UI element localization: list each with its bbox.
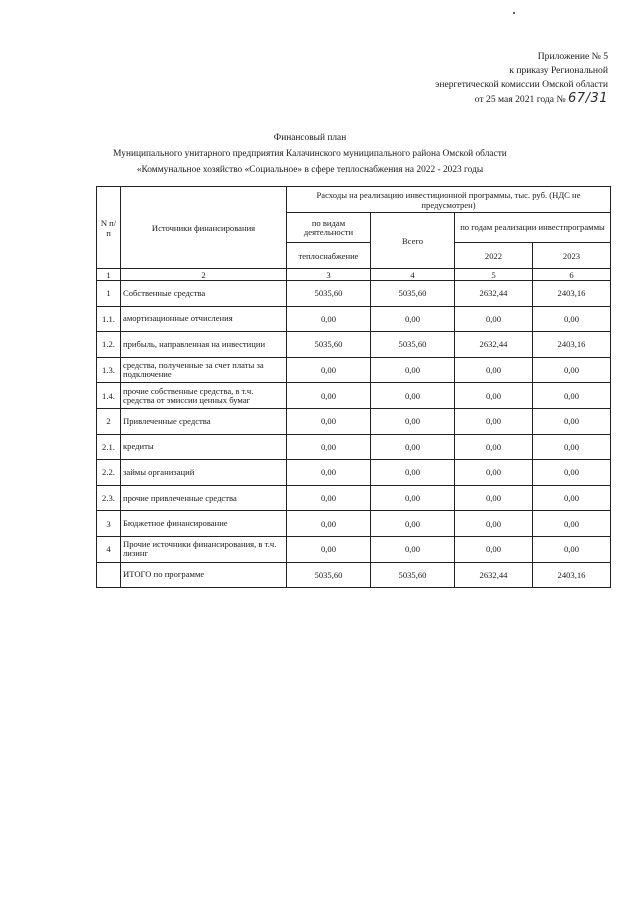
- row-heat-supply: 5035,60: [287, 562, 371, 588]
- table-row: [97, 536, 611, 562]
- header-total: Всего: [371, 213, 455, 269]
- row-year-2022: 0,00: [455, 357, 533, 383]
- row-heat-supply: 5035,60: [287, 332, 371, 358]
- row-total: 0,00: [371, 434, 455, 460]
- row-year-2022: 0,00: [455, 536, 533, 562]
- row-number: 2.2.: [97, 460, 121, 486]
- row-source: средства, полученные за счет платы за подключение: [121, 357, 287, 383]
- title-line-1: Финансовый план: [273, 133, 347, 143]
- row-number: 2.1.: [97, 434, 121, 460]
- index-cell: 2: [121, 269, 287, 281]
- table-row: [97, 485, 611, 511]
- row-number: [97, 562, 121, 588]
- row-year-2023: 0,00: [533, 434, 611, 460]
- row-source: прочие привлеченные средства: [121, 485, 287, 511]
- row-year-2023: 2403,16: [533, 562, 611, 588]
- table-row: [97, 281, 611, 307]
- row-total: 0,00: [371, 408, 455, 434]
- row-heat-supply: 0,00: [287, 408, 371, 434]
- order-reference-line1: к приказу Региональной: [509, 65, 608, 76]
- table-row: [97, 511, 611, 537]
- row-source: Привлеченные средства: [121, 408, 287, 434]
- row-source: ИТОГО по программе: [121, 562, 287, 588]
- index-cell: 5: [455, 269, 533, 281]
- row-total: 5035,60: [371, 562, 455, 588]
- row-heat-supply: 0,00: [287, 536, 371, 562]
- order-date-line: [308, 92, 608, 107]
- header-source: Источники финансирования: [121, 187, 287, 269]
- row-year-2023: 2403,16: [533, 332, 611, 358]
- row-number: 1: [97, 281, 121, 307]
- row-number: 4: [97, 536, 121, 562]
- row-heat-supply: 0,00: [287, 357, 371, 383]
- table-row: [97, 408, 611, 434]
- column-index-row: [97, 269, 611, 281]
- table-row: [97, 332, 611, 358]
- row-total: 0,00: [371, 485, 455, 511]
- header-num: N п/п: [97, 187, 121, 269]
- table-row: [97, 460, 611, 486]
- row-heat-supply: 0,00: [287, 460, 371, 486]
- header-by-years: по годам реализации инвестпрограммы: [455, 213, 611, 243]
- table-row: [97, 383, 611, 409]
- row-year-2023: 0,00: [533, 511, 611, 537]
- row-year-2023: 0,00: [533, 408, 611, 434]
- row-total: 5035,60: [371, 281, 455, 307]
- row-year-2022: 0,00: [455, 383, 533, 409]
- row-year-2022: 0,00: [455, 485, 533, 511]
- stray-dot: [513, 12, 515, 14]
- title-line-2: Муниципального унитарного предприятия Калачинского муниципального района Омской области: [113, 149, 507, 159]
- table-row: [97, 562, 611, 588]
- header-expenses: Расходы на реализацию инвестиционной программы, тыс. руб. (НДС не предусмотрен): [287, 187, 611, 213]
- index-cell: 6: [533, 269, 611, 281]
- row-source: Собственные средства: [121, 281, 287, 307]
- row-total: 0,00: [371, 460, 455, 486]
- table-row: [97, 306, 611, 332]
- header-by-activity: по видам деятельности: [287, 213, 371, 243]
- document-title: [90, 130, 530, 178]
- table-row: [97, 357, 611, 383]
- row-year-2022: 0,00: [455, 408, 533, 434]
- row-source: кредиты: [121, 434, 287, 460]
- row-year-2023: 2403,16: [533, 281, 611, 307]
- row-heat-supply: 0,00: [287, 511, 371, 537]
- row-year-2023: 0,00: [533, 383, 611, 409]
- row-heat-supply: 0,00: [287, 434, 371, 460]
- row-source: амортизационные отчисления: [121, 306, 287, 332]
- row-total: 5035,60: [371, 332, 455, 358]
- row-year-2022: 2632,44: [455, 562, 533, 588]
- row-year-2022: 2632,44: [455, 332, 533, 358]
- header-heat-supply: теплоснабжение: [287, 243, 371, 269]
- row-source: прибыль, направленная на инвестиции: [121, 332, 287, 358]
- index-cell: 3: [287, 269, 371, 281]
- row-source: Прочие источники финансирования, в т.ч. лизинг: [121, 536, 287, 562]
- row-heat-supply: 5035,60: [287, 281, 371, 307]
- row-year-2022: 0,00: [455, 460, 533, 486]
- header-year-2023: 2023: [533, 243, 611, 269]
- row-number: 2.3.: [97, 485, 121, 511]
- row-heat-supply: 0,00: [287, 383, 371, 409]
- order-date: от 25 мая 2021 года №: [474, 94, 566, 105]
- row-number: 2: [97, 408, 121, 434]
- order-reference-line2: энергетической комиссии Омской области: [435, 79, 608, 90]
- row-number: 1.2.: [97, 332, 121, 358]
- index-cell: 4: [371, 269, 455, 281]
- row-total: 0,00: [371, 306, 455, 332]
- row-year-2022: 0,00: [455, 306, 533, 332]
- row-number: 1.3.: [97, 357, 121, 383]
- row-total: 0,00: [371, 536, 455, 562]
- row-year-2023: 0,00: [533, 536, 611, 562]
- row-source: прочие собственные средства, в т.ч. средства от эмиссии ценных бумаг: [121, 383, 287, 409]
- row-year-2023: 0,00: [533, 460, 611, 486]
- order-number-handwritten: 67/31: [568, 91, 608, 106]
- row-year-2023: 0,00: [533, 306, 611, 332]
- row-heat-supply: 0,00: [287, 306, 371, 332]
- row-total: 0,00: [371, 357, 455, 383]
- row-year-2022: 2632,44: [455, 281, 533, 307]
- table-row: [97, 434, 611, 460]
- row-number: 1.4.: [97, 383, 121, 409]
- row-source: Бюджетное финансирование: [121, 511, 287, 537]
- financial-plan-table: [96, 186, 611, 588]
- row-year-2022: 0,00: [455, 511, 533, 537]
- row-year-2023: 0,00: [533, 357, 611, 383]
- row-year-2023: 0,00: [533, 485, 611, 511]
- row-total: 0,00: [371, 383, 455, 409]
- appendix-title: Приложение № 5: [537, 51, 608, 62]
- row-year-2022: 0,00: [455, 434, 533, 460]
- row-source: займы организаций: [121, 460, 287, 486]
- row-total: 0,00: [371, 511, 455, 537]
- row-number: 3: [97, 511, 121, 537]
- title-line-3: «Коммунальное хозяйство «Социальное» в сфере теплоснабжения на 2022 - 2023 годы: [136, 165, 484, 175]
- appendix-header: [308, 50, 608, 107]
- row-heat-supply: 0,00: [287, 485, 371, 511]
- index-cell: 1: [97, 269, 121, 281]
- header-year-2022: 2022: [455, 243, 533, 269]
- row-number: 1.1.: [97, 306, 121, 332]
